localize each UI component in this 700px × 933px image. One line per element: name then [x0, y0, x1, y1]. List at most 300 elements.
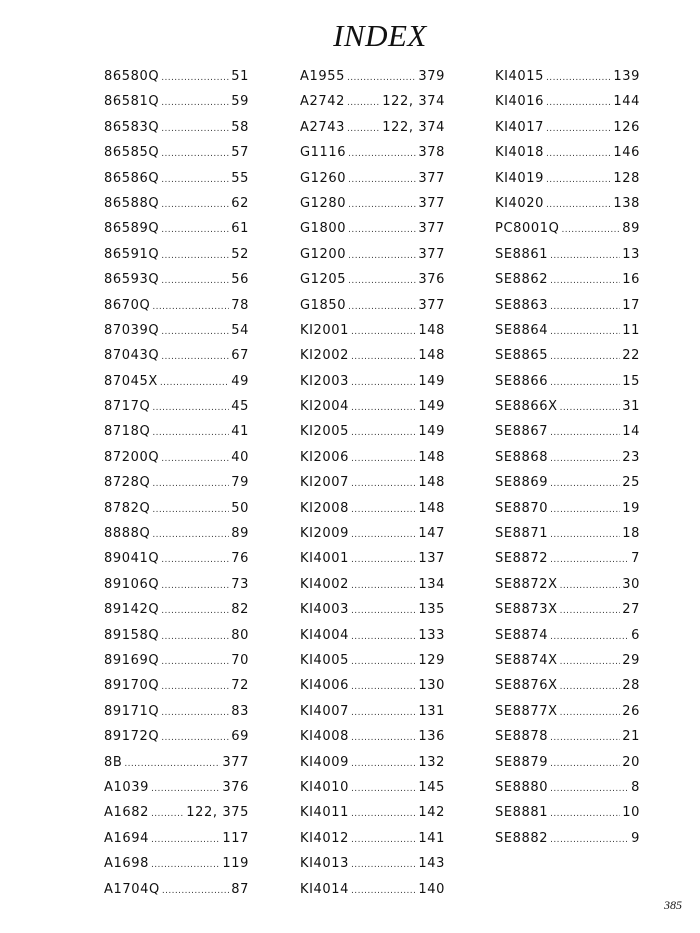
dot-leader — [161, 168, 229, 193]
entry-code: G1205 — [300, 272, 347, 288]
entry-pages: 50 — [231, 500, 249, 516]
entry-pages: 377 — [418, 195, 445, 211]
entry-pages: 148 — [418, 449, 445, 465]
entry-code: KI2006 — [300, 449, 350, 465]
entry-code: SE8878 — [495, 729, 549, 745]
dot-leader — [152, 523, 229, 548]
dot-leader — [550, 726, 620, 751]
dot-leader — [161, 218, 229, 243]
entry-code: 86589Q — [104, 221, 160, 237]
entry-code: 87043Q — [104, 348, 160, 364]
entry-code: A1704Q — [104, 881, 160, 897]
dot-leader — [560, 675, 621, 700]
entry-code: SE8873X — [495, 602, 558, 618]
entry-code: 8717Q — [104, 399, 151, 415]
entry-pages: 130 — [418, 678, 445, 694]
entry-code: 87039Q — [104, 322, 160, 338]
entry-code: KI4016 — [495, 94, 545, 110]
dot-leader — [151, 802, 184, 827]
entry-code: KI4019 — [495, 170, 545, 186]
entry-pages: 40 — [231, 449, 249, 465]
index-entry — [495, 369, 640, 394]
dot-leader — [550, 625, 629, 650]
entry-code: KI4014 — [300, 881, 350, 897]
entry-code: 89041Q — [104, 551, 160, 567]
dot-leader — [550, 320, 620, 345]
index-entry — [495, 775, 640, 800]
dot-leader — [351, 853, 416, 878]
entry-pages: 25 — [622, 475, 640, 491]
entry-pages: 31 — [622, 399, 640, 415]
dot-leader — [560, 701, 621, 726]
entry-code: SE8865 — [495, 348, 549, 364]
index-entry — [104, 724, 249, 749]
dot-leader — [161, 574, 229, 599]
index-entry — [495, 89, 640, 114]
dot-leader — [351, 421, 416, 446]
dot-leader — [550, 802, 620, 827]
entry-pages: 140 — [418, 881, 445, 897]
dot-leader — [351, 320, 416, 345]
entry-code: KI4009 — [300, 754, 350, 770]
entry-pages: 149 — [418, 399, 445, 415]
index-entry — [495, 216, 640, 241]
entry-pages: 10 — [622, 805, 640, 821]
index-entry — [104, 496, 249, 521]
index-entry — [300, 750, 445, 775]
index-entry — [495, 445, 640, 470]
dot-leader — [161, 447, 229, 472]
entry-pages: 132 — [418, 754, 445, 770]
index-entry — [300, 166, 445, 191]
index-entry — [495, 572, 640, 597]
dot-leader — [550, 523, 620, 548]
index-entry — [300, 394, 445, 419]
dot-leader — [348, 142, 416, 167]
entry-pages: 119 — [222, 856, 249, 872]
entry-pages: 13 — [622, 246, 640, 262]
index-entry — [495, 496, 640, 521]
entry-pages: 69 — [231, 729, 249, 745]
entry-pages: 54 — [231, 322, 249, 338]
index-entry — [495, 750, 640, 775]
dot-leader — [160, 371, 229, 396]
dot-leader — [351, 802, 416, 827]
entry-code: 89169Q — [104, 652, 160, 668]
dot-leader — [124, 752, 220, 777]
entry-code: 86580Q — [104, 69, 160, 84]
entry-code: 89106Q — [104, 576, 160, 592]
index-entry — [104, 242, 249, 267]
index-entry — [104, 775, 249, 800]
entry-code: 86585Q — [104, 145, 160, 161]
dot-leader — [550, 269, 620, 294]
entry-pages: 82 — [231, 602, 249, 618]
entry-pages: 377 — [418, 297, 445, 313]
entry-pages: 379 — [418, 69, 445, 84]
dot-leader — [152, 421, 229, 446]
index-entry — [104, 800, 249, 825]
index-entry — [104, 648, 249, 673]
index-entry — [495, 293, 640, 318]
index-entry — [104, 597, 249, 622]
entry-code: SE8868 — [495, 449, 549, 465]
entry-code: KI4015 — [495, 69, 545, 84]
entry-code: A1955 — [300, 69, 345, 84]
entry-code: SE8874 — [495, 627, 549, 643]
dot-leader — [546, 193, 611, 218]
index-entry — [104, 521, 249, 546]
entry-pages: 67 — [231, 348, 249, 364]
index-entry — [104, 623, 249, 648]
entry-pages: 28 — [622, 678, 640, 694]
dot-leader — [351, 345, 416, 370]
entry-pages: 79 — [231, 475, 249, 491]
index-entry — [300, 64, 445, 89]
entry-pages: 80 — [231, 627, 249, 643]
index-entry — [300, 470, 445, 495]
entry-pages: 41 — [231, 424, 249, 440]
dot-leader — [161, 675, 229, 700]
entry-code: KI4006 — [300, 678, 350, 694]
entry-code: KI2004 — [300, 399, 350, 415]
index-column — [495, 64, 640, 851]
index-entry — [495, 64, 640, 89]
index-entry — [495, 242, 640, 267]
entry-pages: 147 — [418, 526, 445, 542]
entry-code: PC8001Q — [495, 221, 560, 237]
entry-code: 89170Q — [104, 678, 160, 694]
entry-pages: 122, 374 — [382, 94, 445, 110]
entry-pages: 139 — [613, 69, 640, 84]
index-entry — [495, 267, 640, 292]
entry-code: 89158Q — [104, 627, 160, 643]
dot-leader — [550, 498, 620, 523]
dot-leader — [161, 548, 229, 573]
dot-leader — [560, 574, 621, 599]
dot-leader — [546, 168, 611, 193]
index-entry — [104, 572, 249, 597]
entry-pages: 377 — [222, 754, 249, 770]
index-entry — [104, 267, 249, 292]
entry-pages: 149 — [418, 373, 445, 389]
entry-code: KI4017 — [495, 119, 545, 135]
entry-pages: 27 — [622, 602, 640, 618]
dot-leader — [348, 193, 416, 218]
entry-code: KI4005 — [300, 652, 350, 668]
page-title: INDEX — [333, 18, 427, 53]
dot-leader — [161, 244, 229, 269]
entry-code: SE8872X — [495, 576, 558, 592]
entry-pages: 51 — [231, 69, 249, 84]
index-entry — [104, 369, 249, 394]
entry-code: A2743 — [300, 119, 345, 135]
dot-leader — [351, 625, 416, 650]
index-entry — [300, 826, 445, 851]
dot-leader — [351, 574, 416, 599]
entry-code: SE8876X — [495, 678, 558, 694]
index-entry — [495, 673, 640, 698]
entry-pages: 16 — [622, 272, 640, 288]
index-entry — [300, 419, 445, 444]
entry-pages: 87 — [231, 881, 249, 897]
dot-leader — [348, 218, 416, 243]
index-entry — [495, 623, 640, 648]
dot-leader — [161, 726, 229, 751]
entry-code: 8B — [104, 754, 123, 770]
index-entry — [495, 191, 640, 216]
index-entry — [300, 267, 445, 292]
dot-leader — [151, 828, 220, 853]
entry-pages: 134 — [418, 576, 445, 592]
entry-pages: 7 — [631, 551, 640, 567]
dot-leader — [161, 701, 229, 726]
entry-code: A1694 — [104, 830, 149, 846]
entry-code: SE8862 — [495, 272, 549, 288]
dot-leader — [351, 675, 416, 700]
entry-pages: 138 — [613, 195, 640, 211]
entry-pages: 9 — [631, 830, 640, 846]
entry-pages: 131 — [418, 703, 445, 719]
dot-leader — [351, 777, 416, 802]
index-entry — [495, 826, 640, 851]
entry-code: SE8874X — [495, 652, 558, 668]
entry-code: G1280 — [300, 195, 347, 211]
entry-pages: 148 — [418, 475, 445, 491]
entry-code: SE8866X — [495, 399, 558, 415]
entry-pages: 144 — [613, 94, 640, 110]
entry-pages: 45 — [231, 399, 249, 415]
dot-leader — [351, 472, 416, 497]
entry-pages: 20 — [622, 754, 640, 770]
entry-code: KI4008 — [300, 729, 350, 745]
entry-pages: 376 — [222, 779, 249, 795]
entry-code: KI4010 — [300, 779, 350, 795]
dot-leader — [351, 701, 416, 726]
index-entry — [300, 140, 445, 165]
dot-leader — [351, 396, 416, 421]
entry-code: 8718Q — [104, 424, 151, 440]
index-entry — [495, 166, 640, 191]
index-entry — [495, 648, 640, 673]
index-entry — [104, 673, 249, 698]
entry-pages: 72 — [231, 678, 249, 694]
dot-leader — [348, 168, 416, 193]
dot-leader — [351, 548, 416, 573]
entry-code: SE8866 — [495, 373, 549, 389]
index-entry — [104, 293, 249, 318]
entry-pages: 136 — [418, 729, 445, 745]
dot-leader — [348, 244, 416, 269]
dot-leader — [351, 726, 416, 751]
entry-code: KI2009 — [300, 526, 350, 542]
entry-pages: 378 — [418, 145, 445, 161]
entry-pages: 57 — [231, 145, 249, 161]
entry-code: 86588Q — [104, 195, 160, 211]
entry-code: KI4002 — [300, 576, 350, 592]
dot-leader — [560, 650, 621, 675]
dot-leader — [161, 650, 229, 675]
entry-code: 86593Q — [104, 272, 160, 288]
dot-leader — [347, 66, 416, 91]
entry-pages: 62 — [231, 195, 249, 211]
index-entry — [104, 216, 249, 241]
dot-leader — [561, 218, 620, 243]
entry-code: KI2005 — [300, 424, 350, 440]
index-entry — [104, 140, 249, 165]
dot-leader — [550, 752, 620, 777]
index-entry — [104, 343, 249, 368]
entry-code: KI4012 — [300, 830, 350, 846]
index-columns — [0, 64, 700, 904]
entry-pages: 6 — [631, 627, 640, 643]
entry-code: G1260 — [300, 170, 347, 186]
dot-leader — [152, 295, 229, 320]
dot-leader — [550, 548, 629, 573]
dot-leader — [161, 269, 229, 294]
index-entry — [495, 470, 640, 495]
entry-pages: 141 — [418, 830, 445, 846]
dot-leader — [550, 421, 620, 446]
index-entry — [495, 597, 640, 622]
index-entry — [495, 724, 640, 749]
index-entry — [104, 166, 249, 191]
dot-leader — [550, 472, 620, 497]
dot-leader — [351, 650, 416, 675]
entry-code: A2742 — [300, 94, 345, 110]
index-entry — [495, 140, 640, 165]
entry-code: SE8877X — [495, 703, 558, 719]
index-entry — [495, 343, 640, 368]
index-entry — [104, 64, 249, 89]
entry-code: SE8869 — [495, 475, 549, 491]
index-entry — [495, 546, 640, 571]
index-entry — [300, 115, 445, 140]
dot-leader — [347, 91, 380, 116]
index-entry — [300, 572, 445, 597]
entry-pages: 26 — [622, 703, 640, 719]
entry-code: 87200Q — [104, 449, 160, 465]
index-entry — [495, 115, 640, 140]
index-entry — [104, 851, 249, 876]
entry-pages: 376 — [418, 272, 445, 288]
entry-pages: 29 — [622, 652, 640, 668]
dot-leader — [347, 117, 380, 142]
entry-pages: 377 — [418, 221, 445, 237]
entry-pages: 18 — [622, 526, 640, 542]
dot-leader — [162, 879, 229, 904]
entry-code: 8888Q — [104, 526, 151, 542]
entry-pages: 148 — [418, 500, 445, 516]
entry-pages: 22 — [622, 348, 640, 364]
entry-pages: 146 — [613, 145, 640, 161]
entry-code: KI4011 — [300, 805, 350, 821]
entry-code: A1039 — [104, 779, 149, 795]
entry-code: SE8864 — [495, 322, 549, 338]
entry-pages: 17 — [622, 297, 640, 313]
index-entry — [300, 724, 445, 749]
dot-leader — [550, 371, 620, 396]
entry-pages: 133 — [418, 627, 445, 643]
entry-code: KI4004 — [300, 627, 350, 643]
index-entry — [300, 699, 445, 724]
entry-code: G1116 — [300, 145, 347, 161]
index-entry — [300, 597, 445, 622]
index-entry — [104, 546, 249, 571]
entry-code: KI2008 — [300, 500, 350, 516]
dot-leader — [348, 295, 416, 320]
dot-leader — [161, 193, 229, 218]
dot-leader — [546, 117, 611, 142]
entry-pages: 128 — [613, 170, 640, 186]
entry-code: SE8882 — [495, 830, 549, 846]
index-entry — [300, 318, 445, 343]
entry-code: 8728Q — [104, 475, 151, 491]
entry-code: SE8880 — [495, 779, 549, 795]
entry-code: 8782Q — [104, 500, 151, 516]
entry-pages: 14 — [622, 424, 640, 440]
dot-leader — [161, 91, 229, 116]
index-entry — [300, 242, 445, 267]
entry-pages: 23 — [622, 449, 640, 465]
index-entry — [300, 673, 445, 698]
entry-pages: 55 — [231, 170, 249, 186]
entry-pages: 19 — [622, 500, 640, 516]
dot-leader — [550, 777, 629, 802]
entry-pages: 143 — [418, 856, 445, 872]
entry-pages: 142 — [418, 805, 445, 821]
entry-pages: 137 — [418, 551, 445, 567]
entry-pages: 61 — [231, 221, 249, 237]
entry-code: G1200 — [300, 246, 347, 262]
entry-pages: 149 — [418, 424, 445, 440]
entry-pages: 59 — [231, 94, 249, 110]
entry-code: KI2001 — [300, 322, 350, 338]
entry-pages: 58 — [231, 119, 249, 135]
entry-pages: 52 — [231, 246, 249, 262]
entry-pages: 70 — [231, 652, 249, 668]
entry-pages: 377 — [418, 246, 445, 262]
dot-leader — [546, 91, 611, 116]
dot-leader — [161, 599, 229, 624]
entry-pages: 122, 374 — [382, 119, 445, 135]
dot-leader — [351, 447, 416, 472]
dot-leader — [152, 472, 229, 497]
entry-pages: 56 — [231, 272, 249, 288]
index-entry — [300, 293, 445, 318]
entry-code: KI4001 — [300, 551, 350, 567]
entry-code: 86591Q — [104, 246, 160, 262]
entry-code: KI2003 — [300, 373, 350, 389]
dot-leader — [560, 599, 621, 624]
index-column — [104, 64, 249, 902]
entry-code: SE8871 — [495, 526, 549, 542]
entry-pages: 89 — [231, 526, 249, 542]
dot-leader — [161, 625, 229, 650]
entry-pages: 15 — [622, 373, 640, 389]
entry-code: KI2002 — [300, 348, 350, 364]
entry-code: G1850 — [300, 297, 347, 313]
entry-pages: 135 — [418, 602, 445, 618]
entry-code: SE8867 — [495, 424, 549, 440]
index-entry — [104, 89, 249, 114]
entry-code: 86583Q — [104, 119, 160, 135]
entry-pages: 11 — [622, 322, 640, 338]
index-entry — [300, 800, 445, 825]
dot-leader — [161, 320, 229, 345]
entry-code: 89172Q — [104, 729, 160, 745]
index-entry — [300, 89, 445, 114]
